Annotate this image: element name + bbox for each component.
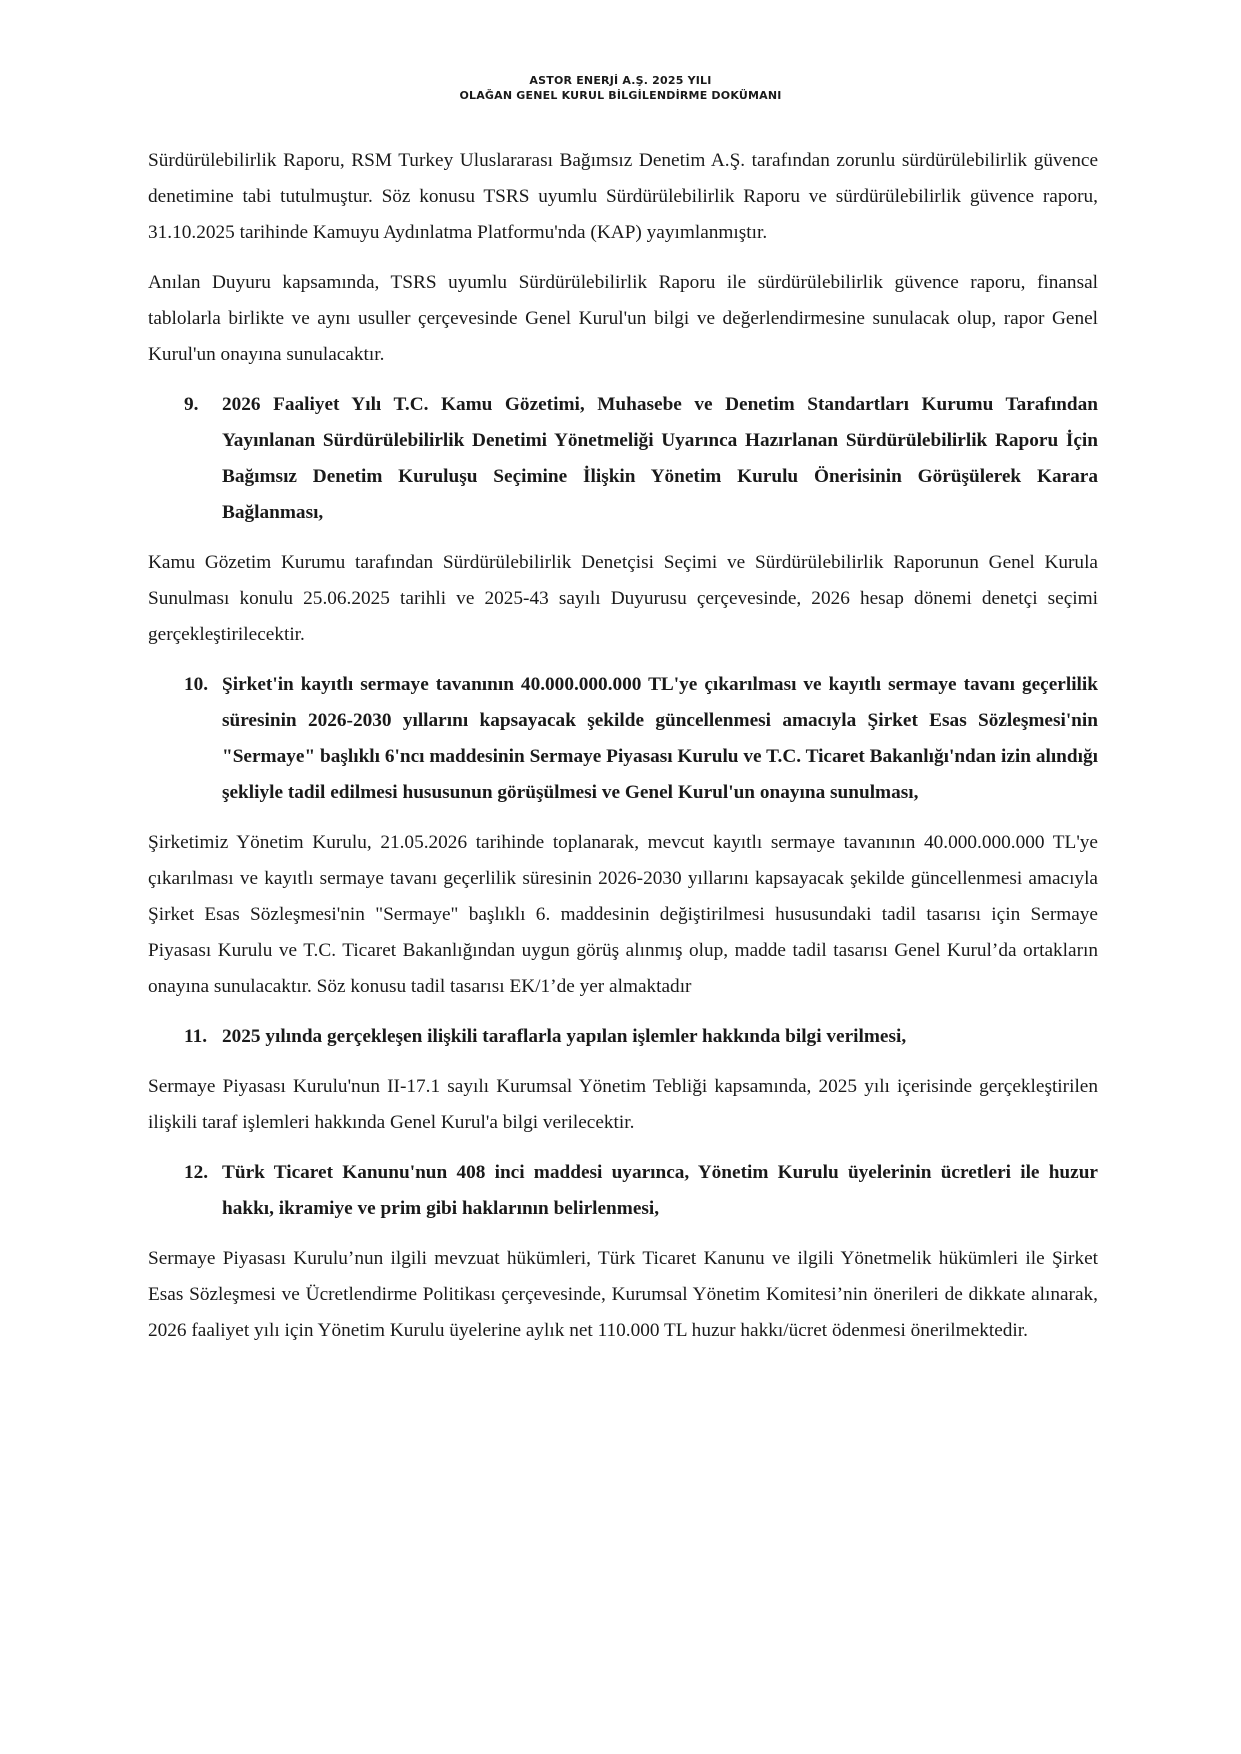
document-header xyxy=(0,73,1241,103)
agenda-item-9 xyxy=(148,387,1098,531)
header-line-2: OLAĞAN GENEL KURUL BİLGİLENDİRME DOKÜMANI xyxy=(459,89,782,102)
agenda-item-12 xyxy=(148,1155,1098,1227)
agenda-item-number: 11. xyxy=(184,1026,208,1047)
agenda-item-10 xyxy=(148,667,1098,811)
agenda-item-number: 12. xyxy=(184,1162,209,1183)
agenda-item-title: 2026 Faaliyet Yılı T.C. Kamu Gözetimi, Muhasebe ve Denetim Standartları Kurumu Tarafından Yayınlanan Sürdürülebilirlik Denetimi Yönetmeliği Uyarınca Hazırlanan Sürdürülebilirlik Raporu İçin Bağımsız Denetim Kuruluşu Seçimine İlişkin Yönetim Kurulu Önerisinin Görüşülerek Karara Bağlanması, xyxy=(222,394,1098,523)
agenda-item-number: 9. xyxy=(184,394,199,415)
paragraph-announcement-scope: Anılan Duyuru kapsamında, TSRS uyumlu Sürdürülebilirlik Raporu ile sürdürülebilirlik güvence raporu, finansal tablolarla birlikte ve aynı usuller çerçevesinde Genel Kurul'un bilgi ve değerlendirmesine sunulacak olup, rapor Genel Kurul'un onayına sunulacaktır. xyxy=(148,272,1098,365)
agenda-item-10-text: Şirketimiz Yönetim Kurulu, 21.05.2026 tarihinde toplanarak, mevcut kayıtlı sermaye tavanının 40.000.000.000 TL'ye çıkarılması ve kayıtlı sermaye tavanı geçerlilik süresinin 2026-2030 yıllarını kapsayacak şekilde güncellenmesi amacıyla Şirket Esas Sözleşmesi'nin "Sermaye" başlıklı 6. maddesinin değiştirilmesi hususundaki tadil tasarısı için Sermaye Piyasası Kurulu ve T.C. Ticaret Bakanlığından uygun görüş alınmış olup, madde tadil tasarısı Genel Kurul’da ortakların onayına sunulacaktır. Söz konusu tadil tasarısı EK/1’de yer almaktadır xyxy=(148,832,1098,997)
document-body xyxy=(148,143,1098,1363)
agenda-item-title: Şirket'in kayıtlı sermaye tavanının 40.000.000.000 TL'ye çıkarılması ve kayıtlı sermaye tavanı geçerlilik süresinin 2026-2030 yıllarını kapsayacak şekilde güncellenmesi amacıyla Şirket Esas Sözleşmesi'nin "Sermaye" başlıklı 6'ncı maddesinin Sermaye Piyasası Kurulu ve T.C. Ticaret Bakanlığı'ndan izin alındığı şekliyle tadil edilmesi hususunun görüşülmesi ve Genel Kurul'un onayına sunulması, xyxy=(222,674,1098,803)
agenda-item-11-text: Sermaye Piyasası Kurulu'nun II-17.1 sayılı Kurumsal Yönetim Tebliği kapsamında, 2025 yılı içerisinde gerçekleştirilen ilişkili taraf işlemleri hakkında Genel Kurul'a bilgi verilecektir. xyxy=(148,1076,1098,1133)
agenda-item-9-text: Kamu Gözetim Kurumu tarafından Sürdürülebilirlik Denetçisi Seçimi ve Sürdürülebilirlik Raporunun Genel Kurula Sunulması konulu 25.06.2025 tarihli ve 2025-43 sayılı Duyurusu çerçevesinde, 2026 hesap dönemi denetçi seçimi gerçekleştirilecektir. xyxy=(148,552,1098,645)
agenda-item-title: Türk Ticaret Kanunu'nun 408 inci maddesi uyarınca, Yönetim Kurulu üyelerinin ücretleri ile huzur hakkı, ikramiye ve prim gibi haklarının belirlenmesi, xyxy=(222,1162,1098,1219)
agenda-item-12-text: Sermaye Piyasası Kurulu’nun ilgili mevzuat hükümleri, Türk Ticaret Kanunu ve ilgili Yönetmelik hükümleri ile Şirket Esas Sözleşmesi ve Ücretlendirme Politikası çerçevesinde, Kurumsal Yönetim Komitesi’nin önerileri de dikkate alınarak, 2026 faaliyet yılı için Yönetim Kurulu üyelerine aylık net 110.000 TL huzur hakkı/ücret ödenmesi önerilmektedir. xyxy=(148,1248,1098,1341)
agenda-item-title: 2025 yılında gerçekleşen ilişkili taraflarla yapılan işlemler hakkında bilgi verilmesi, xyxy=(222,1026,907,1047)
agenda-item-11 xyxy=(148,1019,1098,1055)
paragraph-sustainability-report: Sürdürülebilirlik Raporu, RSM Turkey Uluslararası Bağımsız Denetim A.Ş. tarafından zorunlu sürdürülebilirlik güvence denetimine tabi tutulmuştur. Söz konusu TSRS uyumlu Sürdürülebilirlik Raporu ve sürdürülebilirlik güvence raporu, 31.10.2025 tarihinde Kamuyu Aydınlatma Platformu'nda (KAP) yayımlanmıştır. xyxy=(148,150,1098,243)
agenda-item-number: 10. xyxy=(184,674,209,695)
header-line-1: ASTOR ENERJİ A.Ş. 2025 YILI xyxy=(529,74,712,87)
